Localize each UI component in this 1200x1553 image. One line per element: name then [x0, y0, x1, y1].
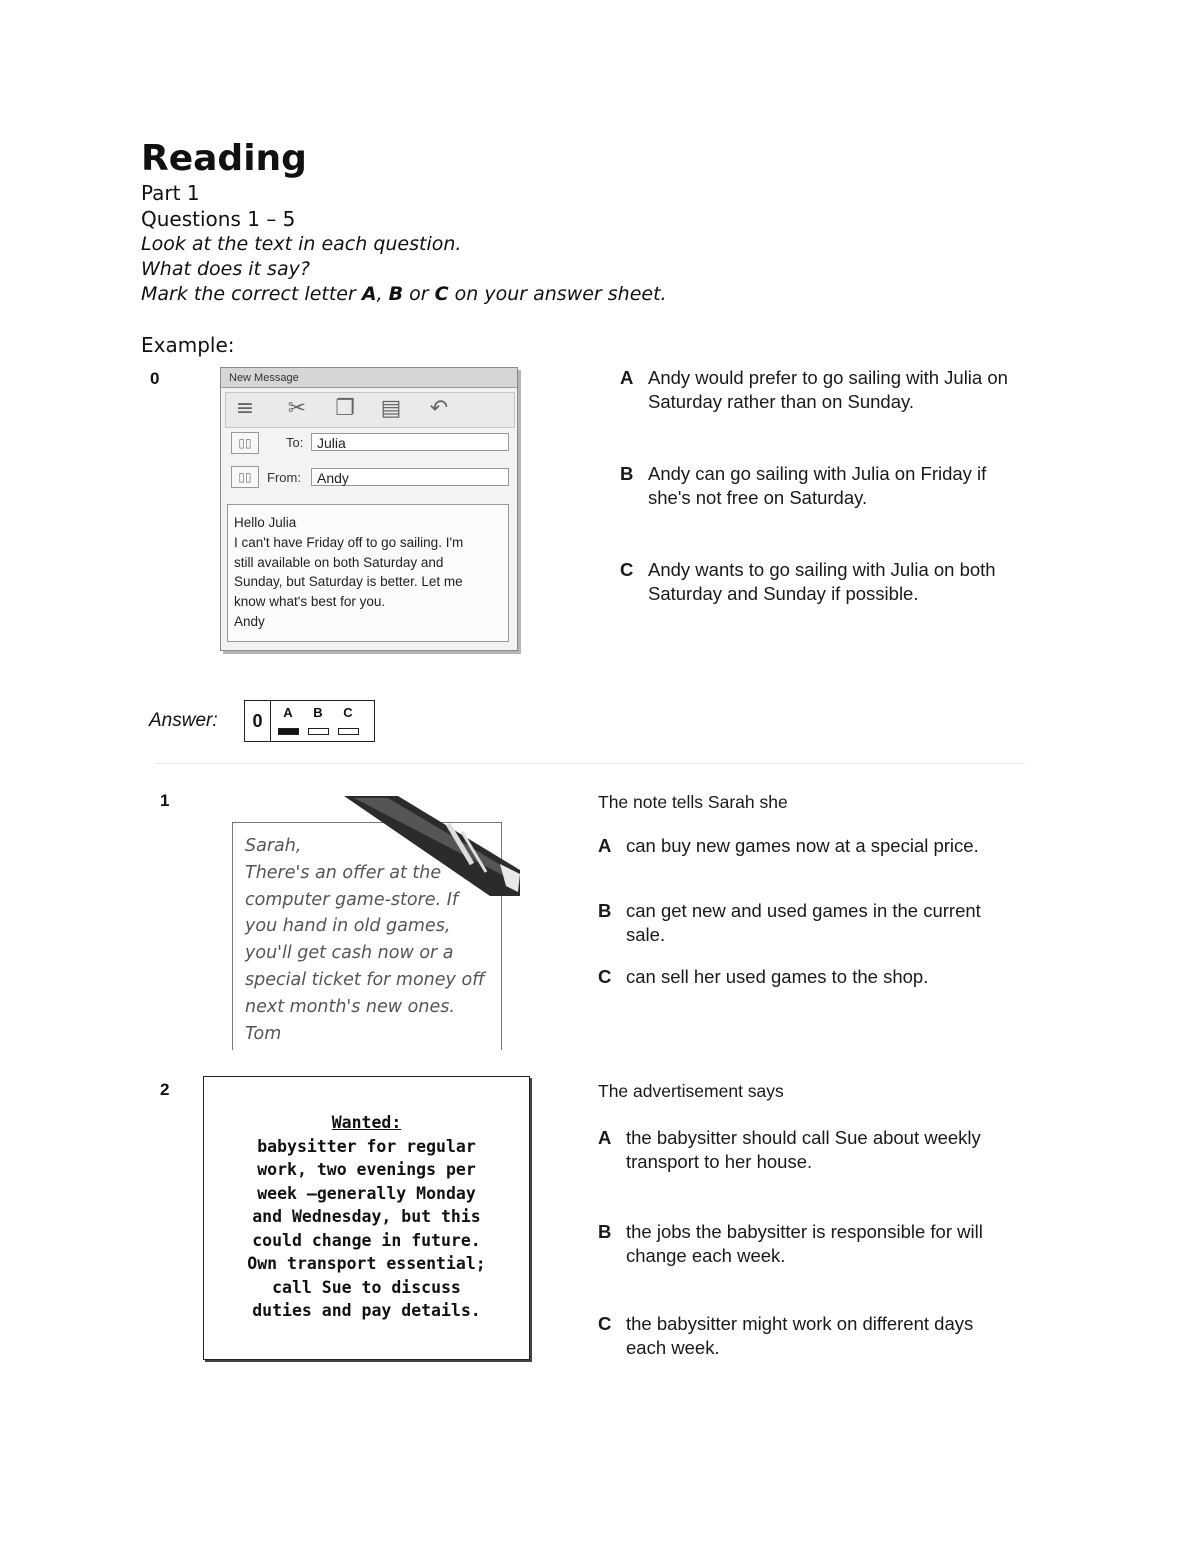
copy-icon: ❐ [335, 396, 355, 421]
email-title-bar: New Message [221, 368, 517, 388]
scissors-icon: ✂ [287, 396, 307, 421]
option-c [620, 558, 1060, 618]
answer-letter: B [313, 705, 323, 720]
undo-icon: ↶ [429, 396, 449, 421]
ad-line: babysitter for regular [257, 1136, 476, 1156]
answer-letter: A [283, 705, 293, 720]
ad-line: work, two evenings per [257, 1160, 476, 1179]
ad-line: call Sue to discuss [272, 1277, 461, 1297]
paste-icon: ▤ [380, 396, 402, 421]
option-line: can get new and used games in the current [626, 900, 981, 921]
option-letter: B [598, 900, 612, 921]
note-line: special ticket for money off [245, 969, 485, 990]
option-line: can buy new games now at a special price. [626, 835, 979, 856]
email-line: Andy [234, 613, 265, 629]
option-line: can sell her used games to the shop. [626, 966, 929, 987]
email-toolbar [225, 392, 515, 428]
page-title: Reading [141, 138, 307, 179]
option-line: Andy can go sailing with Julia on Friday if [648, 463, 987, 484]
option-letter: A [598, 1127, 612, 1148]
question-number: 2 [160, 1080, 170, 1099]
ad-line: and Wednesday, but this [252, 1207, 481, 1226]
letter-c: C [434, 283, 449, 305]
option-line: transport to her house. [626, 1151, 813, 1172]
question-number: 1 [160, 791, 170, 810]
address-book-icon: ▯▯ [231, 432, 259, 454]
option-a [598, 1126, 1038, 1176]
note-line: you'll get cash now or a [245, 943, 454, 964]
to-field: Julia [311, 433, 509, 451]
email-window [220, 367, 518, 651]
instruction-line: What does it say? [141, 258, 310, 280]
option-a [620, 366, 1060, 426]
question-lead: The note tells Sarah she [598, 792, 788, 812]
instruction-mark-line [141, 283, 667, 305]
ad-line: could change in future. [252, 1230, 481, 1250]
option-line: sale. [626, 924, 666, 945]
option-line: she's not free on Saturday. [648, 487, 868, 508]
option-b [598, 1220, 1038, 1270]
option-letter: A [598, 835, 612, 856]
note-line: Sarah, [245, 836, 302, 856]
option-letter: C [598, 1313, 612, 1334]
option-line: Saturday rather than on Sunday. [648, 391, 915, 412]
answer-slot-b [308, 728, 329, 735]
email-line: Sunday, but Saturday is better. Let me [234, 574, 463, 590]
instruction-text: on your answer sheet. [448, 283, 667, 305]
instruction-text: , [376, 283, 389, 305]
note-line: computer game-store. If [245, 889, 459, 910]
letter-a: A [361, 283, 377, 305]
ad-heading: Wanted: [331, 1113, 402, 1132]
instruction-line: Look at the text in each question. [141, 233, 462, 255]
send-icon: ≡ [235, 396, 255, 421]
letter-b: B [388, 283, 404, 305]
answer-number: 0 [245, 701, 271, 741]
part-label: Part 1 [141, 181, 200, 205]
option-c [598, 965, 1018, 995]
from-label: From: [267, 470, 301, 485]
advertisement-text [204, 1111, 529, 1323]
pen-illustration [340, 794, 522, 898]
option-line: Andy would prefer to go sailing with Julia on [648, 367, 1008, 388]
answer-letter: C [343, 705, 353, 720]
address-book-icon: ▯▯ [231, 466, 259, 488]
ad-line: week –generally Monday [257, 1183, 476, 1203]
from-field: Andy [311, 468, 509, 486]
note-line: you hand in old games, [245, 916, 451, 937]
questions-label: Questions 1 – 5 [141, 207, 296, 231]
option-line: each week. [626, 1337, 720, 1358]
option-line: Saturday and Sunday if possible. [648, 583, 919, 604]
question-number: 0 [150, 369, 160, 388]
option-line: the babysitter should call Sue about weekly [626, 1127, 981, 1148]
advertisement-box [203, 1076, 530, 1360]
option-letter: A [620, 367, 634, 388]
option-line: Andy wants to go sailing with Julia on both [648, 559, 996, 580]
example-label: Example: [141, 333, 235, 357]
email-line: Hello Julia [234, 515, 297, 530]
option-letter: B [620, 463, 634, 484]
email-line: know what's best for you. [234, 594, 386, 610]
answer-slot-a [278, 728, 299, 735]
to-label: To: [286, 435, 304, 450]
email-line: I can't have Friday off to go sailing. I'm [234, 534, 464, 550]
note-line: Tom [245, 1023, 282, 1044]
option-letter: C [598, 966, 612, 987]
option-b [620, 462, 1060, 522]
option-letter: B [598, 1221, 612, 1242]
instruction-text: Mark the correct letter [141, 283, 362, 305]
option-b [598, 899, 1018, 949]
option-c [598, 1312, 1038, 1362]
answer-box [244, 700, 375, 742]
answer-label: Answer: [149, 710, 218, 731]
answer-slot-c [338, 728, 359, 735]
question-lead: The advertisement says [598, 1081, 784, 1101]
option-letter: C [620, 559, 634, 580]
instruction-text: or [403, 283, 435, 305]
option-line: the jobs the babysitter is responsible for will [626, 1221, 983, 1242]
ad-line: Own transport essential; [247, 1254, 486, 1273]
note-line: There's an offer at the [245, 862, 442, 883]
note-line: next month's new ones. [245, 996, 455, 1017]
email-body [227, 504, 509, 642]
option-line: the babysitter might work on different days [626, 1313, 974, 1334]
email-line: still available on both Saturday and [234, 554, 444, 570]
option-line: change each week. [626, 1245, 786, 1266]
option-a [598, 834, 1018, 864]
divider [155, 763, 1025, 764]
ad-line: duties and pay details. [252, 1301, 481, 1320]
